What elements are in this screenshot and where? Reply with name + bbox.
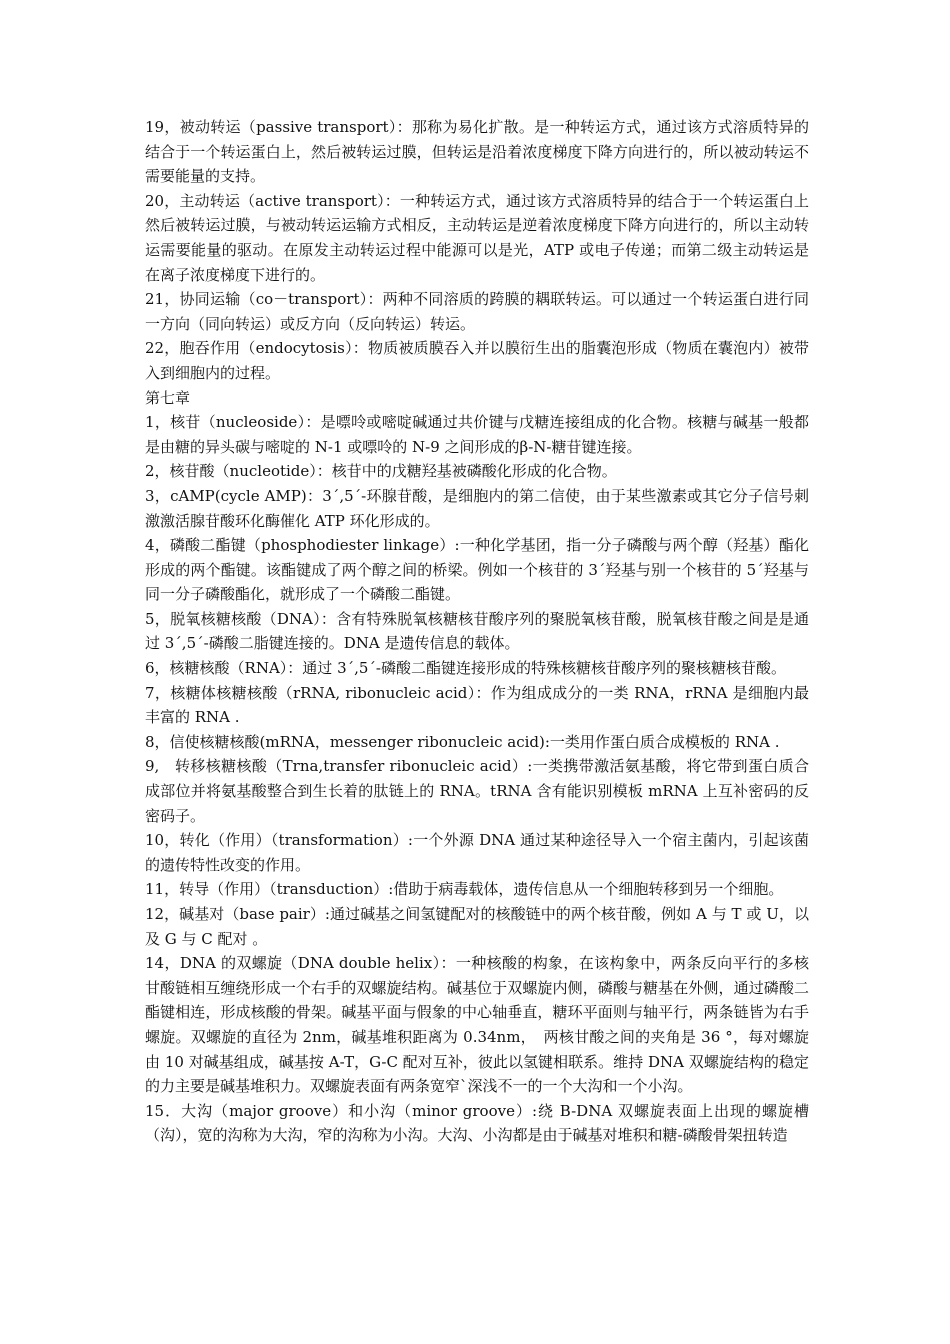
paragraph-passive-transport: 19，被动转运（passive transport）：那称为易化扩散。是一种转运方式，通过该方式溶质特异的结合于一个转运蛋白上，然后被转运过膜，但转运是沿着浓度梯度下降方向进行的，所以被动转运不需要能量的支持。: [145, 118, 809, 186]
paragraph-nucleotide: 2，核苷酸（nucleotide）：核苷中的戊糖羟基被磷酸化形成的化合物。: [145, 462, 617, 481]
paragraph-double-helix: 14，DNA 的双螺旋（DNA double helix）：一种核酸的构象，在该构象中，两条反向平行的多核甘酸链相互缠绕形成一个右手的双螺旋结构。碱基位于双螺旋内侧，磷酸与糖基在外侧，通过磷酸二酯键相连，形成核酸的骨架。碱基平面与假象的中心轴垂直，糖环平面则与轴平行，两条链皆为右手螺旋。双螺旋的直径为 2nm，碱基堆积距离为 0.34nm， 两核甘酸之间的夹角是 36 °，每对螺旋由 10 对碱基组成，碱基按 A-T，G-C 配对互补，彼此以氢键相联系。维持 DNA 双螺旋结构的稳定的力主要是碱基堆积力。双螺旋表面有两条宽窄`深浅不一的一个大沟和一个小沟。: [145, 954, 809, 1096]
paragraph-mrna: 8，信使核糖核酸(mRNA，messenger ribonucleic acid):一类用作蛋白质合成模板的 RNA .: [145, 732, 780, 751]
paragraph-camp: 3，cAMP(cycle AMP)：3´,5´-环腺苷酸，是细胞内的第二信使，由于某些激素或其它分子信号刺激激活腺苷酸环化酶催化 ATP 环化形成的。: [145, 486, 809, 530]
document-body: [145, 115, 809, 1148]
paragraph-transduction: 11，转导（作用）（transduction）:借助于病毒载体，遗传信息从一个细胞转移到另一个细胞。: [145, 880, 784, 899]
paragraph-rna: 6，核糖核酸（RNA）：通过 3´,5´-磷酸二酯键连接形成的特殊核糖核苷酸序列的聚核糖核苷酸。: [145, 659, 786, 678]
paragraph-active-transport: 20，主动转运（active transport）：一种转运方式，通过该方式溶质特异的结合于一个转运蛋白上然后被转运过膜，与被动转运运输方式相反，主动转运是逆着浓度梯度下降方向进行的，所以主动转运需要能量的驱动。在原发主动转运过程中能源可以是光，ATP 或电子传递；而第二级主动转运是在离子浓度梯度下进行的。: [145, 191, 809, 284]
paragraph-nucleoside: 1，核苷（nucleoside）：是嘌呤或嘧啶碱通过共价键与戊糖连接组成的化合物。核糖与碱基一般都是由糖的异头碳与嘧啶的 N-1 或嘌呤的 N-9 之间形成的β-N-糖苷键连接。: [145, 413, 809, 456]
paragraph-trna: 9, 转移核糖核酸（Trna,transfer ribonucleic acid）:一类携带激活氨基酸，将它带到蛋白质合成部位并将氨基酸整合到生长着的肽链上的 RNA。tRNA 含有能识别模板 mRNA 上互补密码的反密码子。: [145, 757, 809, 825]
paragraph-grooves: 15．大沟（major groove）和小沟（minor groove）:绕 B-DNA 双螺旋表面上出现的螺旋槽（沟），宽的沟称为大沟，窄的沟称为小沟。大沟、小沟都是由于碱基对堆积和糖-磷酸骨架扭转造: [145, 1101, 809, 1145]
paragraph-co-transport: 21，协同运输（co－transport）：两种不同溶质的跨膜的耦联转运。可以通过一个转运蛋白进行同一方向（同向转运）或反方向（反向转运）转运。: [145, 290, 809, 333]
paragraph-transformation: 10，转化（作用）（transformation）:一个外源 DNA 通过某种途径导入一个宿主菌内，引起该菌的遗传特性改变的作用。: [145, 831, 809, 874]
chapter-heading: 第七章: [145, 388, 191, 407]
paragraph-base-pair: 12，碱基对（base pair）:通过碱基之间氢键配对的核酸链中的两个核苷酸，例如 A 与 T 或 U，以及 G 与 C 配对 。: [145, 905, 809, 948]
paragraph-dna: 5，脱氧核糖核酸（DNA）：含有特殊脱氧核糖核苷酸序列的聚脱氧核苷酸，脱氧核苷酸之间是是通过 3´,5´-磷酸二脂键连接的。DNA 是遗传信息的载体。: [145, 609, 809, 653]
paragraph-phosphodiester: 4，磷酸二酯键（phosphodiester linkage）:一种化学基团，指一分子磷酸与两个醇（羟基）酯化形成的两个酯键。该酯键成了两个醇之间的桥梁。例如一个核苷的 3´羟基与别一个核苷的 5´羟基与同一分子磷酸酯化，就形成了一个磷酸二酯键。: [145, 536, 809, 604]
paragraph-rrna: 7，核糖体核糖核酸（rRNA, ribonucleic acid）：作为组成成分的一类 RNA，rRNA 是细胞内最丰富的 RNA .: [145, 683, 809, 727]
paragraph-endocytosis: 22，胞吞作用（endocytosis）：物质被质膜吞入并以膜衍生出的脂囊泡形成（物质在囊泡内）被带入到细胞内的过程。: [145, 339, 809, 382]
